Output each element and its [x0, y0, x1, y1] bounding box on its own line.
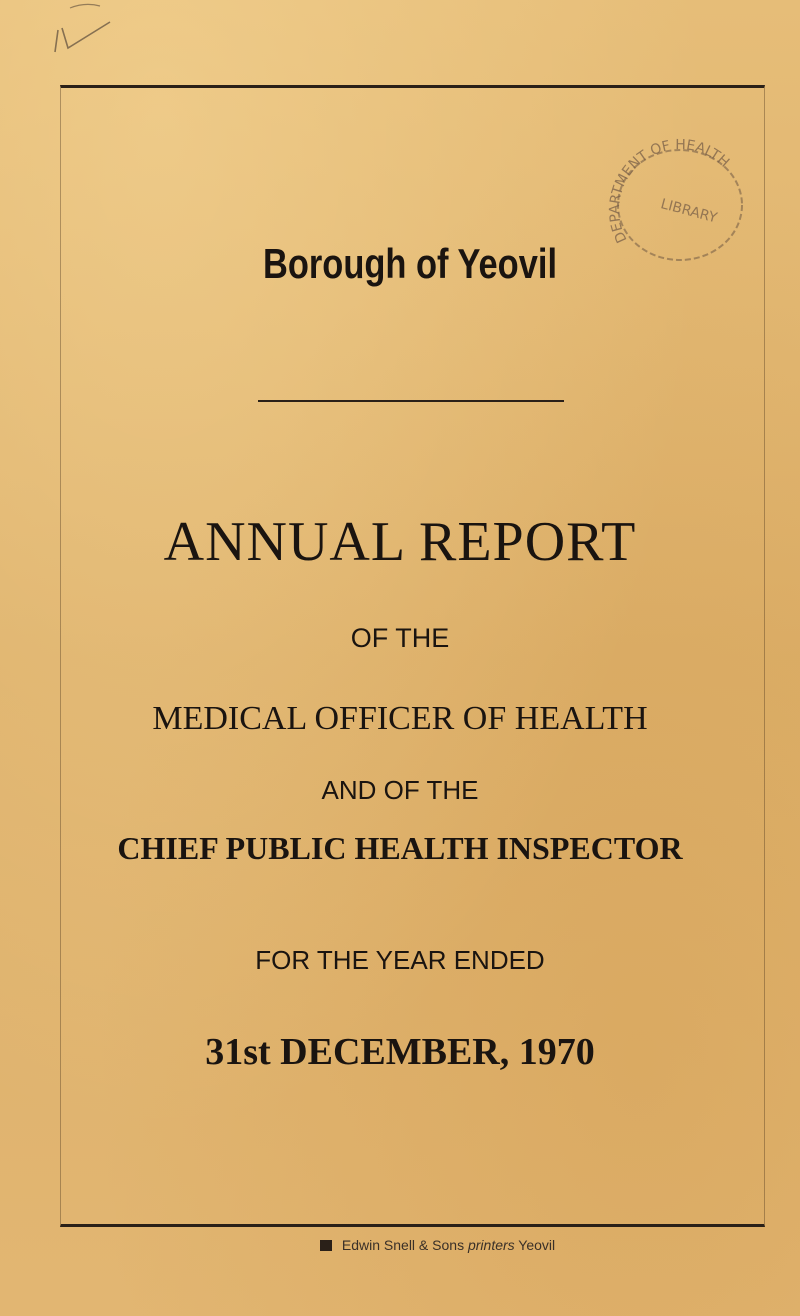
- chief-inspector-heading: CHIEF PUBLIC HEALTH INSPECTOR: [117, 830, 683, 866]
- medical-officer-heading: MEDICAL OFFICER OF HEALTH: [152, 700, 648, 737]
- year-ended-label: FOR THE YEAR ENDED: [255, 945, 545, 975]
- handwritten-pencil-mark: [20, 0, 130, 60]
- stamp-outer-text: DEPARTMENT OF HEALTH: [607, 137, 733, 246]
- printer-name: Edwin Snell & Sons: [341, 1237, 465, 1253]
- printer-role: printers: [467, 1237, 515, 1253]
- printer-town: Yeovil: [518, 1237, 556, 1253]
- printer-logo-icon: [320, 1240, 332, 1251]
- subtitle-and-of-the: AND OF THE: [321, 775, 479, 805]
- report-date: 31st DECEMBER, 1970: [205, 1031, 595, 1073]
- report-title: ANNUAL REPORT: [163, 511, 637, 573]
- borough-title: Borough of Yeovil: [262, 240, 558, 287]
- stamp-inner-text: LIBRARY: [658, 196, 719, 227]
- title-rule: [258, 400, 564, 402]
- printer-imprint: [320, 1237, 555, 1253]
- subtitle-of-the: OF THE: [350, 623, 450, 653]
